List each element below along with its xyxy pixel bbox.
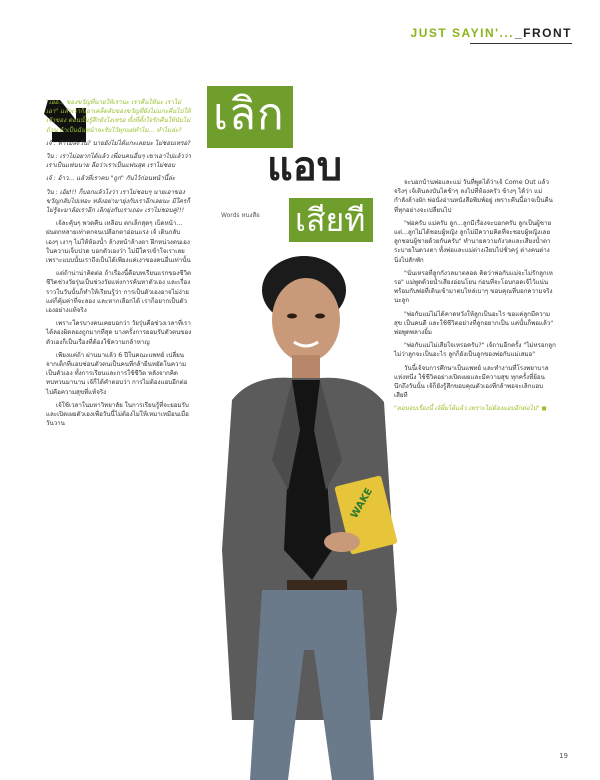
body-paragraph: เพียงแค่ถ้า ผ่านมาแล้ว 6 ปีในคณะแพทย์ เปลี่ยนจากเด็กที่แอบซ่อนตัวตนเป็นคนที่กล้ายืนหยัดในความเป็นตัวเอง ทั้งการเรียนและการใช้ชีวิต หลังจากคิดทบทวนมานาน เจ้ก็ได้คำตอบว่า การไม่ต้องแอบอีกต่อไปคือความสุขที่แท้จริง [46,351,188,396]
pull-quote: "เอ่อ... ของขวัญที่นายให้เรานะ เราคืนให้นะ เราไม่เอา" แล้วเราก็เอาเคล็ดลับของขวัญที่ยังไม่แกะคืนไปให้เจ้าของ ตอนนั้นรู้สึกยังไงเหรอ ทั้งที่ตั้งใจรักคืนให้นับไม่ถ้วน ถ้าเป็นฉันหน้าจะรับไว้ทุกแต่ทำไม... ทำไมล่ะ? [46,99,191,134]
page-number: 19 [559,752,568,760]
byline: Words หนงสือ [221,212,260,219]
body-paragraph: จะบอกบ้านพ่อและแม่ วันที่พูดได้ว่าเจ้ Come Out แล้วจริงๆ เจ้เดินลงบันไดช้าๆ ลงไปที่ห้องครัว ข้างๆ ได้ว่า แม่กำลังล้างผัก พ่อนั่งอ่านหนังสือพิมพ์อยู่ เพราะคืนนี้อาจเป็นคืนที่ทุกอย่างจะเปลี่ยนไป [394,179,553,214]
body-paragraph: "พ่อครับ แม่ครับ ลูก...ลูกมีเรื่องจะบอกครับ ลูกเป็นผู้ชาย แต่...ลูกไม่ได้ชอบผู้หญิง ลูกไม่มีความคิดที่จะชอบผู้หญิงเลย ลูกชอบผู้ชายด้วยกันครับ" ทำนายความกังวลและเสียงน้ำตาระบายในดวงตา ทั้งพ่อและแม่ต่างเงียบไปชั่วครู่ ต่างคนต่างนิ่งไปสักพัก [394,219,552,264]
body-paragraph: เพราะใครบางคนเคยบอกว่า วัยรุ่นคือช่วงเวลาที่เราได้ลองผิดลองถูกมากที่สุด บางครั้งการยอมรับตัวตนของตัวเองก็เป็นเรื่องที่ต้องใช้ความกล้าหาญ [46,320,192,346]
section-separator: _ [514,26,524,40]
left-column [46,98,192,433]
body-paragraph: เจ้ใช้เวลาในมหาวิทยาลัย ในการเรียนรู้ที่จะยอมรับและเปิดเผยตัวเองเพื่อวันนี้ไม่ต้องไม่ให้เหมาเหมือนเมื่อวันวาน [46,401,189,428]
dialog-line: เจ้ : อ้าว... แล้วที่เราคบ "ถูก" กันไว้ก่อนหน้านี้ล่ะ [46,175,176,183]
dialog-line: วิน : เอ้ย!!! ก็บอกแล้วไงว่า เราไม่ชอบๆ นายเอาของขวัญกลับไปเหอะ หลังอย่ามายุ่งกับเราอีกเลยนะ มีใครก็ไม่รู้จะมาล้อเราอีก เลิกยุ่งกับเราเถอะ เราไม่ชอบคู่!!! [46,188,190,215]
title-line-1: เลิก [207,86,293,148]
header-rule [470,43,572,44]
body-paragraph: "พ่อกับแม่ไม่ได้คาดหวังให้ลูกเป็นอะไร ขอแค่ลูกมีความสุข เป็นคนดี และใช้ชีวิตอย่างที่ลูกอยากเป็น แค่นั้นก็พอแล้ว" พ่อพูดพลางยิ้ม [394,310,554,337]
title-line-2: แอบ [267,144,343,190]
section-header [411,26,572,40]
body-paragraph: วันนี้เจ้จบการศึกษาเป็นแพทย์ และทำงานที่โรงพยาบาลแห่งหนึ่ง ใช้ชีวิตอย่างเปิดเผยและมีความสุข ทุกครั้งที่ย้อนนึกถึงวันนั้น เจ้ก็ยังรู้สึกขอบคุณตัวเองที่กล้าพอจะเลิกแอบเสียที [394,364,549,400]
dialog-line: เจ้ : ทำไมล่ะวิน? นายยังไม่ได้แกะเลยนะ ไม่ชอบเหรอ? [46,139,191,147]
section-label: JUST SAYIN'... [410,26,514,40]
body-paragraph: แต่ถ้าน่าน่าคิดต่อ ถ้าเรื่องนี้คือบทเรียนแรกของชีวิต ชีวิตช่วงวัยรุ่นเป็นช่วงวัยแห่งการค้นหาตัวเอง และเรื่องราวในวันนั้นก็ทำให้เรียนรู้ว่า การเป็นตัวเองอาจไม่ง่าย แต่ก็คุ้มค่าที่จะลอง และหากเลือกได้ เราก็อยากเป็นตัวเองอย่างแท้จริง [46,270,191,315]
title-line-3: เสียที [289,198,373,242]
dialog-line: วิน : เราไม่อยากได้แล้ว เพื่อนคนอื่นๆ เขาเอาไปแล้วว่าเราเป็นแฟนนาย ลือว่าเราเป็นแฟนสุด เราไม่ชอบ [46,153,191,170]
body-paragraph: "นั่นเหรอที่ลูกกังวลมาตลอด คิดว่าพ่อกับแม่จะไม่รักลูกเหรอ" แม่พูดด้วยน้ำเสียงอ่อนโยน ก่อนที่จะโอบกอดเจ้ไว้แน่น พร้อมกับพ่อที่เดินเข้ามาตบไหล่เบาๆ ขอบคุณที่บอกความจริงนะลูก [394,269,553,305]
article-title [207,86,387,239]
right-column [394,178,556,418]
svg-text:WAKE: WAKE [349,486,376,521]
body-paragraph: "พ่อกับแม่ไม่เสียใจเหรอครับ?" เจ้ถามอีกครั้ง "ไม่หรอกลูก ไม่ว่าลูกจะเป็นอะไร ลูกก็ยังเป็นลูกของพ่อกับแม่เสมอ" [394,342,556,359]
body-paragraph: เจ้ละคุ้นๆ พวดคืน เหลือบ ตกเล็กสุดๆ เบ็ดหน้า... ฝนตกหลายเท่าตกจนเปลือกตาอ่อนแรง เจ้ เดินกลับเองๆ เงาๆ ไม่ให้ห้องน้ำ ล้างหน้าล้างตา ฝึกหน่วงตนเองในความเจ็บปวด บอกตัวเองว่า ไม่มีใครเข้าใจเราเลย เพราะแบบนั้นเราถึงเป็นได้เพียงแค่เงาของคนอื่นเท่านั้น [46,220,191,265]
closing-quote: "ตอนจบเรื่องนี้ เจ้ยิ้มได้แล้ว เพราะไม่ต้องแอบอีกต่อไป" ◼ [394,405,547,413]
section-category: FRONT [523,26,572,40]
